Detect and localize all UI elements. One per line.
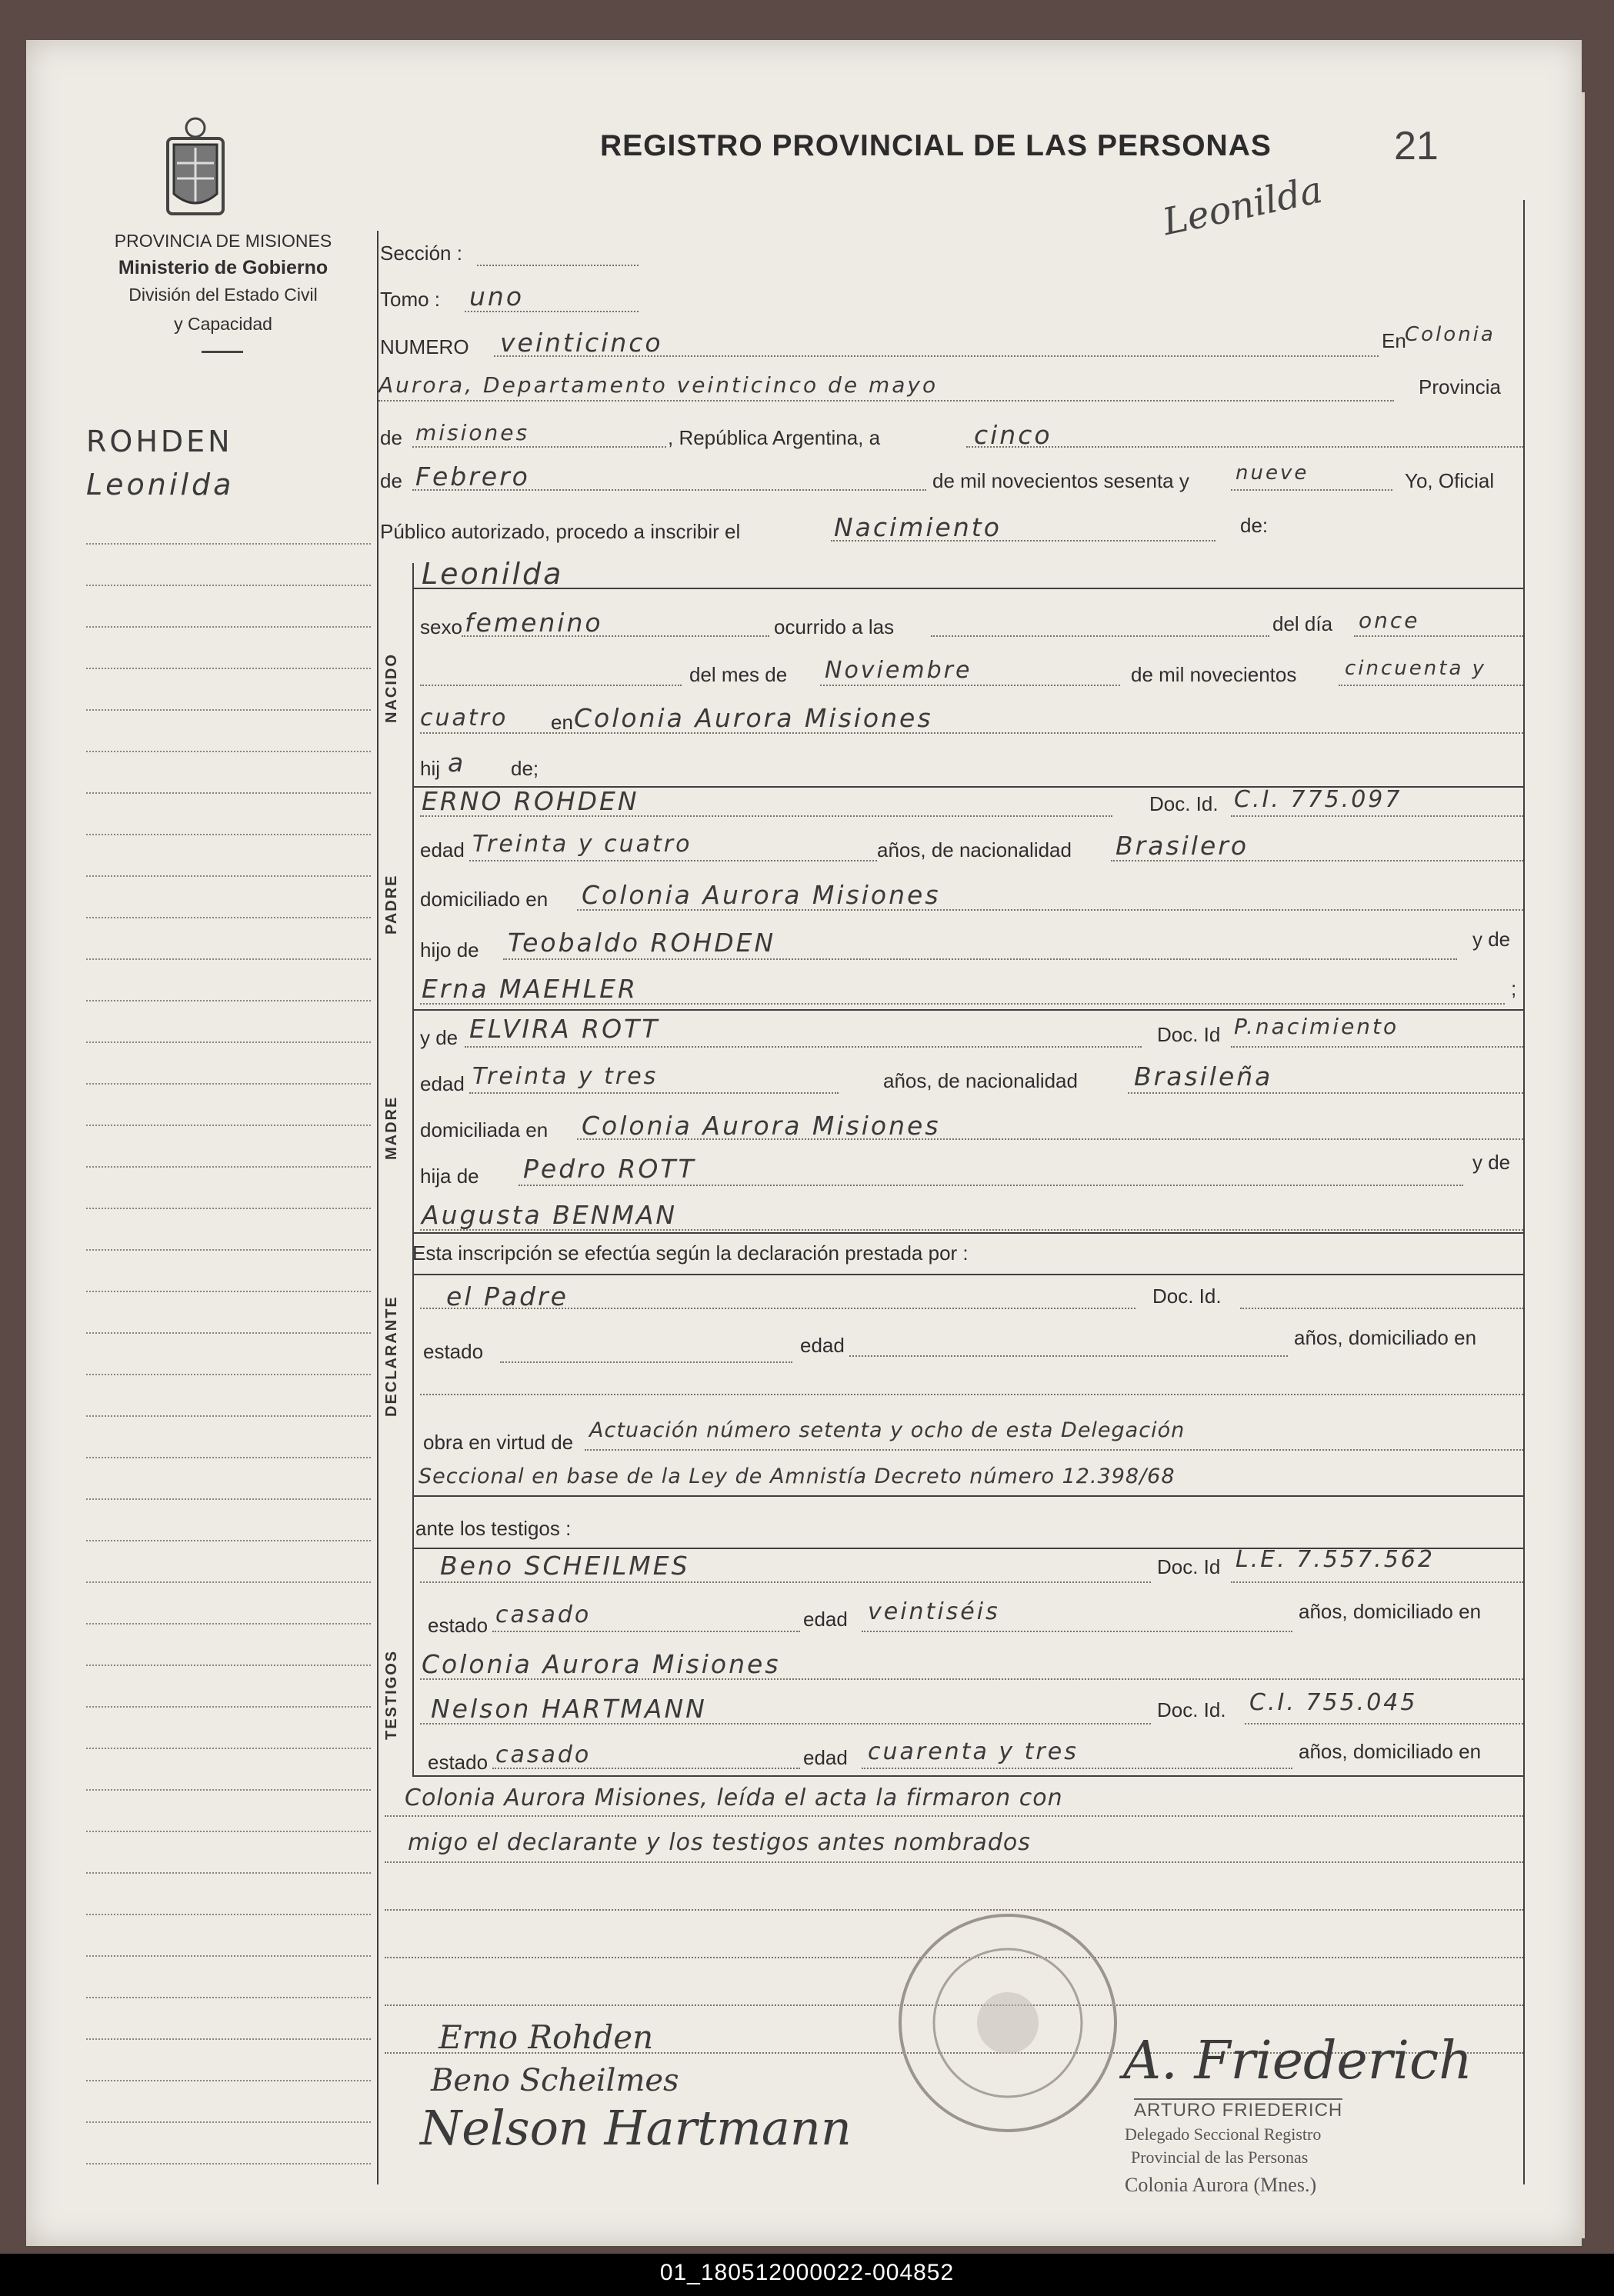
label-obra: obra en virtud de bbox=[423, 1431, 574, 1454]
label-del-dia: del día bbox=[1272, 612, 1333, 635]
label-padre-edad: edad bbox=[420, 838, 465, 861]
margin-ruled-line bbox=[86, 1457, 371, 1458]
value-cierre-2: migo el declarante y los testigos antes nombrados bbox=[408, 1829, 1031, 1856]
section-label-testigos: TESTIGOS bbox=[383, 1649, 400, 1740]
closing-ruled-line bbox=[385, 1861, 1523, 1863]
declarante-top-rule bbox=[412, 1274, 1523, 1275]
label-provincia: Provincia bbox=[1419, 375, 1501, 398]
value-testigo1-nombre: Beno SCHEILMES bbox=[440, 1551, 690, 1581]
padre-domicilio-line bbox=[577, 909, 1523, 911]
lugar-nac-line bbox=[420, 732, 1523, 734]
padre-doc-line bbox=[1231, 815, 1523, 817]
value-lugar: Aurora, Departamento veinticinco de mayo bbox=[378, 372, 939, 398]
value-provincia: misiones bbox=[415, 420, 530, 445]
value-padre-nombre: ERNO ROHDEN bbox=[422, 786, 639, 816]
tomo-line bbox=[465, 311, 639, 312]
value-declarante: el Padre bbox=[446, 1281, 569, 1311]
margin-ruled-line bbox=[86, 2080, 371, 2081]
margin-ruled-line bbox=[86, 585, 371, 586]
value-hij-suffix: a bbox=[448, 748, 466, 778]
hora-line bbox=[931, 635, 1269, 637]
label-inscripcion: Esta inscripción se efectúa según la declaración prestada por : bbox=[412, 1241, 969, 1265]
margin-ruled-line bbox=[86, 1291, 371, 1292]
margin-ruled-line bbox=[86, 1997, 371, 1998]
value-testigo2-edad: cuarenta y tres bbox=[868, 1738, 1079, 1765]
madre-domicilio-line bbox=[577, 1138, 1523, 1140]
header-rule bbox=[202, 351, 243, 353]
padre-y-de-line bbox=[420, 1003, 1505, 1005]
value-padre-hijo-de: Teobaldo ROHDEN bbox=[508, 928, 776, 958]
margin-ruled-line bbox=[86, 917, 371, 918]
label-republica: , República Argentina, a bbox=[668, 426, 881, 449]
margin-ruled-line bbox=[86, 1789, 371, 1791]
label-madre-y-de2: y de bbox=[1472, 1151, 1511, 1174]
page-title: REGISTRO PROVINCIAL DE LAS PERSONAS bbox=[600, 129, 1272, 162]
label-declarante-domicilio: años, domiciliado en bbox=[1294, 1326, 1477, 1349]
province-name: PROVINCIA DE MISIONES bbox=[114, 231, 332, 251]
label-padre-nacionalidad: años, de nacionalidad bbox=[877, 838, 1072, 861]
label-testigo1-estado: estado bbox=[428, 1614, 489, 1637]
label-declarante-doc: Doc. Id. bbox=[1152, 1285, 1222, 1308]
label-madre-edad: edad bbox=[420, 1072, 465, 1095]
capacity-name: y Capacidad bbox=[174, 314, 272, 334]
folio-number: 21 bbox=[1394, 124, 1439, 168]
margin-surname: ROHDEN bbox=[86, 425, 233, 458]
numero-line bbox=[494, 355, 1379, 357]
value-cierre-1: Colonia Aurora Misiones, leída el acta la firmaron con bbox=[405, 1784, 1063, 1811]
label-numero: NUMERO bbox=[380, 335, 469, 358]
nombre-line bbox=[412, 588, 1523, 589]
dia-line bbox=[966, 446, 1523, 448]
obra-1-line bbox=[585, 1449, 1523, 1451]
label-madre-y-de: y de bbox=[420, 1026, 459, 1049]
value-nombre: Leonilda bbox=[422, 557, 564, 591]
value-madre-edad: Treinta y tres bbox=[472, 1063, 659, 1090]
stamp-line-2: Provincial de las Personas bbox=[1131, 2148, 1309, 2167]
hora2-line bbox=[420, 685, 682, 686]
label-seccion: Sección : bbox=[380, 242, 462, 265]
label-yo-oficial: Yo, Oficial bbox=[1405, 469, 1495, 492]
margin-ruled-line bbox=[86, 1955, 371, 1957]
margin-ruled-line bbox=[86, 1498, 371, 1500]
value-anio-nac-a: cincuenta y bbox=[1345, 657, 1487, 680]
label-padre-doc: Doc. Id. bbox=[1149, 792, 1219, 815]
madre-nacionalidad-line bbox=[1128, 1092, 1523, 1094]
value-madre-nacionalidad: Brasileña bbox=[1134, 1061, 1273, 1091]
testigo1-estado-line bbox=[492, 1631, 800, 1632]
lugar-line bbox=[378, 400, 1394, 402]
form-frame-left bbox=[377, 231, 378, 2184]
label-testigo2-doc: Doc. Id. bbox=[1157, 1698, 1226, 1721]
signature-beno-scheilmes: Beno Scheilmes bbox=[431, 2063, 679, 2098]
declarante-bottom-rule bbox=[412, 1495, 1523, 1497]
margin-ruled-line bbox=[86, 958, 371, 960]
signature-official: A. Friederich bbox=[1123, 2031, 1472, 2091]
acto-line bbox=[831, 540, 1216, 542]
label-testigo1-edad: edad bbox=[803, 1608, 848, 1631]
testigo1-edad-line bbox=[862, 1631, 1292, 1632]
value-dia: cinco bbox=[974, 420, 1052, 450]
value-obra-2: Seccional en base de la Ley de Amnistía Decreto número 12.398/68 bbox=[419, 1465, 1175, 1488]
value-testigo1-doc: L.E. 7.557.562 bbox=[1236, 1546, 1435, 1573]
label-testigo2-edad: edad bbox=[803, 1746, 848, 1769]
label-ante-testigos: ante los testigos : bbox=[415, 1517, 572, 1540]
margin-ruled-line bbox=[86, 1914, 371, 1915]
signature-erno-rohden: Erno Rohden bbox=[439, 2018, 654, 2056]
value-anio-nac-b: cuatro bbox=[420, 705, 509, 731]
margin-ruled-line bbox=[86, 2038, 371, 2040]
label-testigo2-estado: estado bbox=[428, 1751, 489, 1774]
margin-ruled-line bbox=[86, 709, 371, 711]
margin-ruled-line bbox=[86, 1415, 371, 1417]
padre-nombre-line bbox=[420, 815, 1112, 817]
testigo2-doc-line bbox=[1245, 1723, 1523, 1724]
testigo1-domicilio-line bbox=[420, 1678, 1523, 1680]
label-de-colon: de: bbox=[1240, 514, 1269, 537]
section-label-declarante: DECLARANTE bbox=[383, 1295, 400, 1417]
label-declarante-edad: edad bbox=[800, 1334, 845, 1357]
label-madre-doc: Doc. Id bbox=[1157, 1023, 1221, 1046]
margin-ruled-line bbox=[86, 1748, 371, 1749]
label-del-mes: del mes de bbox=[689, 663, 788, 686]
margin-ruled-line bbox=[86, 2163, 371, 2164]
value-testigo1-domicilio: Colonia Aurora Misiones bbox=[422, 1649, 781, 1679]
dia-nac-line bbox=[1354, 635, 1523, 637]
label-de: de bbox=[380, 426, 402, 449]
margin-ruled-line bbox=[86, 1374, 371, 1375]
label-mil-novecientos-sesenta: de mil novecientos sesenta y bbox=[932, 469, 1189, 492]
margin-ruled-line bbox=[86, 2121, 371, 2123]
value-padre-nacionalidad: Brasilero bbox=[1115, 831, 1249, 861]
cierre-1-line bbox=[385, 1815, 1523, 1817]
label-madre-nacionalidad: años, de nacionalidad bbox=[883, 1069, 1078, 1092]
label-tomo: Tomo : bbox=[380, 288, 441, 311]
margin-ruled-line bbox=[86, 1332, 371, 1334]
label-padre-hijo-de: hijo de bbox=[420, 938, 479, 961]
value-testigo2-doc: C.I. 755.045 bbox=[1249, 1689, 1418, 1716]
label-hij: hij bbox=[420, 757, 441, 780]
seccion-line bbox=[477, 265, 639, 266]
madre-doc-line bbox=[1231, 1046, 1523, 1048]
value-madre-y-de: Augusta BENMAN bbox=[422, 1200, 678, 1230]
value-anio: nueve bbox=[1236, 462, 1309, 485]
stamp-line-1: Delegado Seccional Registro bbox=[1125, 2124, 1322, 2144]
value-padre-domicilio: Colonia Aurora Misiones bbox=[582, 880, 941, 910]
margin-ruled-line bbox=[86, 1083, 371, 1085]
margin-ruled-line bbox=[86, 1540, 371, 1541]
label-publico: Público autorizado, procedo a inscribir el bbox=[380, 520, 741, 543]
value-testigo2-nombre: Nelson HARTMANN bbox=[431, 1694, 707, 1724]
mes-nac-line bbox=[820, 685, 1120, 686]
madre-nombre-line bbox=[465, 1046, 1142, 1048]
margin-ruled-line bbox=[86, 1831, 371, 1832]
value-acto: Nacimiento bbox=[834, 512, 1002, 542]
madre-y-de-line bbox=[420, 1229, 1523, 1231]
margin-ruled-line bbox=[86, 1872, 371, 1874]
mes-line bbox=[412, 489, 926, 491]
value-dia-nac: once bbox=[1359, 608, 1420, 633]
margin-ruled-line bbox=[86, 1706, 371, 1708]
top-signature: Leonilda bbox=[1159, 168, 1326, 245]
coat-of-arms-icon bbox=[163, 117, 228, 218]
value-madre-domicilio: Colonia Aurora Misiones bbox=[582, 1111, 941, 1141]
margin-ruled-line bbox=[86, 1249, 371, 1251]
label-padre-y-de: y de bbox=[1472, 928, 1511, 951]
value-sexo: femenino bbox=[465, 608, 603, 638]
padre-bottom-rule bbox=[412, 1009, 1523, 1011]
value-en: Colonia bbox=[1405, 323, 1496, 346]
value-tomo: uno bbox=[469, 282, 525, 312]
label-testigo2-domicilio: años, domiciliado en bbox=[1299, 1740, 1482, 1763]
value-testigo1-estado: casado bbox=[495, 1601, 592, 1628]
label-de-semi: de; bbox=[511, 757, 539, 780]
testigo2-nombre-line bbox=[420, 1723, 1151, 1724]
margin-ruled-line bbox=[86, 751, 371, 752]
margin-ruled-line bbox=[86, 792, 371, 794]
margin-ruled-line bbox=[86, 1581, 371, 1583]
section-label-nacido: NACIDO bbox=[383, 653, 400, 723]
madre-edad-line bbox=[469, 1092, 839, 1094]
label-ocurrido: ocurrido a las bbox=[774, 615, 895, 638]
testigos-bottom-rule bbox=[412, 1775, 1523, 1777]
label-en-lugar: en bbox=[551, 711, 573, 734]
value-mes-nac: Noviembre bbox=[825, 657, 972, 684]
declarante-doc-line bbox=[1240, 1308, 1523, 1309]
value-testigo2-estado: casado bbox=[495, 1741, 592, 1768]
label-madre-hija-de: hija de bbox=[420, 1165, 479, 1188]
value-madre-doc: P.nacimiento bbox=[1234, 1014, 1399, 1039]
value-padre-edad: Treinta y cuatro bbox=[472, 831, 692, 858]
padre-nacionalidad-line bbox=[1111, 860, 1523, 861]
official-round-stamp bbox=[892, 1908, 1123, 2138]
margin-ruled-line bbox=[86, 834, 371, 835]
margin-ruled-line bbox=[86, 1623, 371, 1625]
value-testigo1-edad: veintiséis bbox=[868, 1598, 1000, 1625]
ministry-name: Ministerio de Gobierno bbox=[118, 257, 328, 278]
label-declarante-estado: estado bbox=[423, 1340, 484, 1363]
value-lugar-nac: Colonia Aurora Misiones bbox=[574, 703, 933, 733]
padre-hijo-de-line bbox=[503, 958, 1457, 960]
testigo1-doc-line bbox=[1231, 1581, 1523, 1583]
margin-ruled-line bbox=[86, 1125, 371, 1126]
value-numero: veinticinco bbox=[500, 328, 663, 358]
madre-hija-de-line bbox=[519, 1185, 1463, 1186]
testigo2-estado-line bbox=[492, 1768, 800, 1769]
section-frame bbox=[412, 563, 414, 1775]
declarante-estado-line bbox=[500, 1361, 792, 1363]
madre-bottom-rule bbox=[412, 1232, 1523, 1234]
testigo1-nombre-line bbox=[420, 1581, 1151, 1583]
value-madre-hija-de: Pedro ROTT bbox=[523, 1154, 696, 1184]
margin-ruled-line bbox=[86, 1665, 371, 1666]
image-caption: 01_180512000022-004852 bbox=[659, 2260, 955, 2285]
sexo-line bbox=[462, 635, 769, 637]
label-mil-novecientos: de mil novecientos bbox=[1131, 663, 1297, 686]
margin-ruled-line bbox=[86, 543, 371, 545]
section-label-madre: MADRE bbox=[383, 1095, 400, 1160]
declarante-line bbox=[420, 1308, 1135, 1309]
value-obra-1: Actuación número setenta y ocho de esta Delegación bbox=[589, 1418, 1185, 1442]
anio-nac-line bbox=[1339, 685, 1523, 686]
margin-name: Leonilda bbox=[86, 468, 235, 502]
signature-nelson-hartmann: Nelson Hartmann bbox=[420, 2100, 852, 2156]
label-de2: de bbox=[380, 469, 402, 492]
margin-ruled-line bbox=[86, 626, 371, 628]
label-testigo1-domicilio: años, domiciliado en bbox=[1299, 1600, 1482, 1623]
margin-ruled-line bbox=[86, 1041, 371, 1043]
stamp-line-3: Colonia Aurora (Mnes.) bbox=[1125, 2174, 1317, 2196]
anio-line bbox=[1231, 489, 1392, 491]
stamp-name: ARTURO FRIEDERICH bbox=[1134, 2100, 1343, 2121]
padre-edad-line bbox=[469, 860, 877, 861]
declarante-edad-line bbox=[849, 1355, 1288, 1357]
label-testigo1-doc: Doc. Id bbox=[1157, 1555, 1221, 1578]
margin-ruled-line bbox=[86, 668, 371, 669]
margin-ruled-line bbox=[86, 875, 371, 877]
section-label-padre: PADRE bbox=[383, 874, 400, 935]
margin-ruled-line bbox=[86, 1000, 371, 1001]
division-name: División del Estado Civil bbox=[128, 285, 318, 305]
margin-ruled-line bbox=[86, 1208, 371, 1209]
value-mes: Febrero bbox=[415, 462, 530, 492]
value-padre-doc: C.I. 775.097 bbox=[1234, 786, 1402, 813]
declarante-domicilio-line bbox=[420, 1394, 1523, 1395]
value-padre-y-de: Erna MAEHLER bbox=[422, 974, 638, 1004]
label-sexo: sexo bbox=[420, 615, 462, 638]
label-semicolon: ; bbox=[1511, 977, 1517, 1000]
value-madre-nombre: ELVIRA ROTT bbox=[469, 1014, 660, 1044]
margin-ruled-line bbox=[86, 1166, 371, 1168]
label-padre-domicilio: domiciliado en bbox=[420, 888, 549, 911]
provincia-line bbox=[412, 446, 666, 448]
testigo2-edad-line bbox=[862, 1768, 1292, 1769]
form-frame-right bbox=[1523, 200, 1525, 2184]
label-madre-domicilio: domiciliada en bbox=[420, 1118, 549, 1141]
label-en: En bbox=[1382, 329, 1406, 352]
